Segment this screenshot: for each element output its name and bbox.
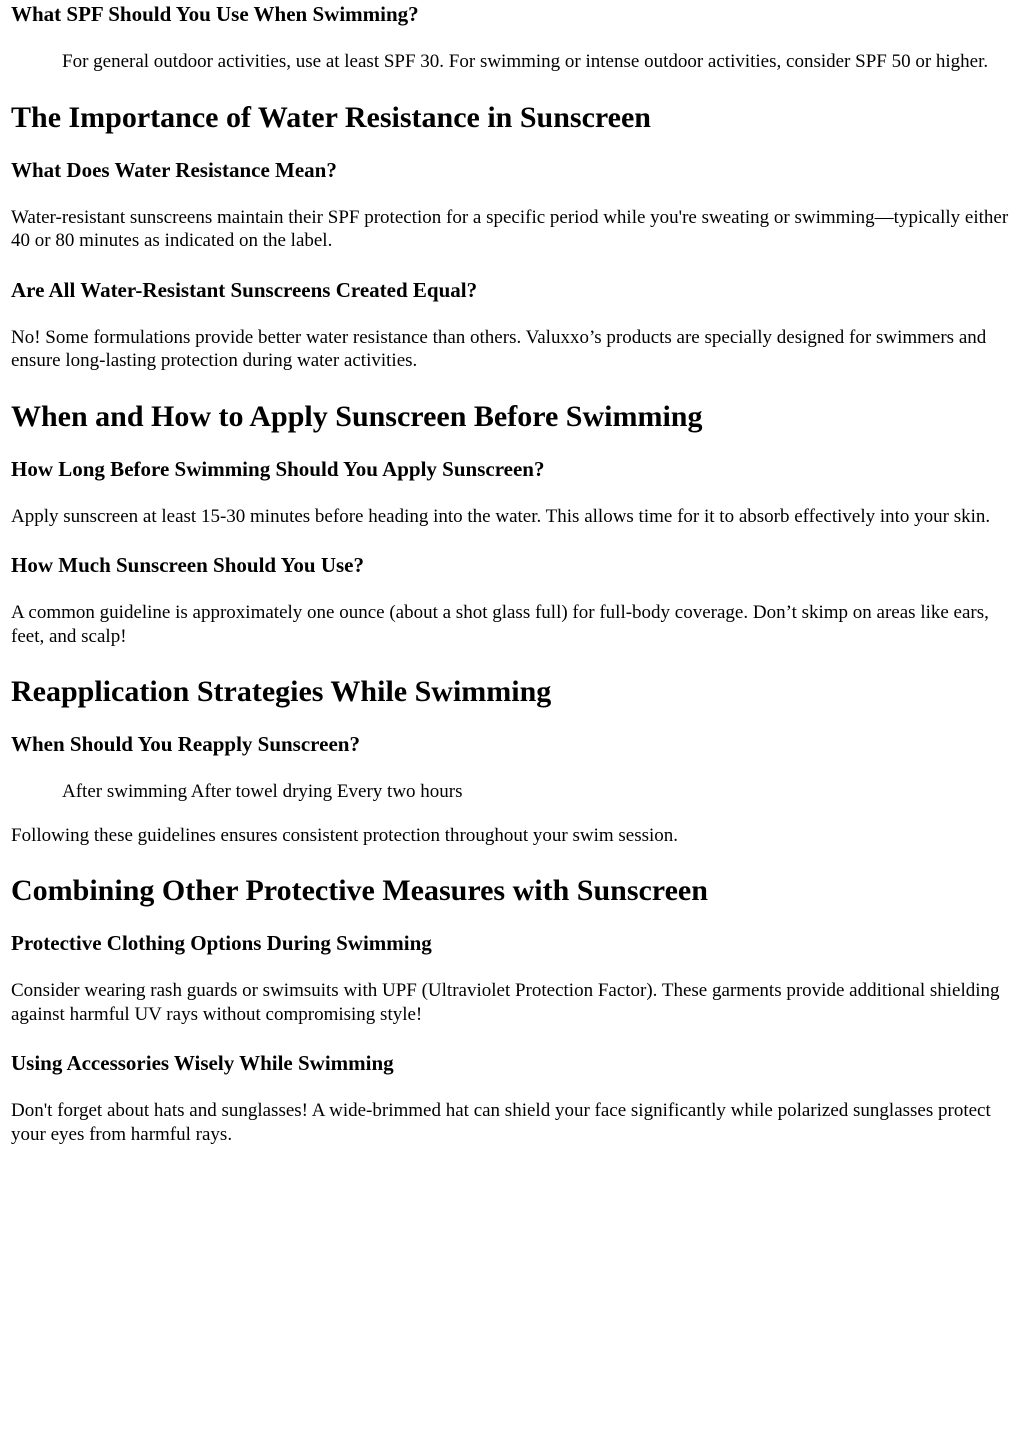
water-resistance-meaning-text: Water-resistant sunscreens maintain their SPF protection for a specific period while you're sweating or swimming—typically either 40 or 80 minutes as indicated on the label. [11,206,1009,251]
reapply-guidelines-text: Following these guidelines ensures consistent protection throughout your swim session. [11,824,679,846]
water-resistance-meaning-heading: What Does Water Resistance Mean? [11,157,337,182]
reapply-section-heading: Reapplication Strategies While Swimming [11,675,552,708]
water-resistance-equal-heading: Are All Water-Resistant Sunscreens Created Equal? [11,277,478,302]
apply-timing-heading: How Long Before Swimming Should You Apply Sunscreen? [11,456,545,481]
article-body [0,1,1024,1146]
accessories-text: Don't forget about hats and sunglasses! A wide-brimmed hat can shield your face significantly while polarized sunglasses protect your eyes from harmful rays. [11,1100,991,1145]
combine-section-heading: Combining Other Protective Measures with Sunscreen [11,874,708,907]
apply-timing-text: Apply sunscreen at least 15-30 minutes before heading into the water. This allows time for it to absorb effectively into your skin. [11,505,991,527]
apply-amount-heading: How Much Sunscreen Should You Use? [11,553,364,577]
spf-answer-blockquote: For general outdoor activities, use at least SPF 30. For swimming or intense outdoor activities, consider SPF 50 or higher. [62,51,989,72]
spf-question-heading: What SPF Should You Use When Swimming? [11,2,419,26]
apply-section-heading: When and How to Apply Sunscreen Before Swimming [11,399,703,433]
reapply-when-heading: When Should You Reapply Sunscreen? [11,732,360,756]
reapply-list: After swimming After towel drying Every two hours [62,781,463,802]
water-resistance-section-heading: The Importance of Water Resistance in Sunscreen [11,100,651,134]
accessories-heading: Using Accessories Wisely While Swimming [11,1051,394,1075]
apply-amount-text: A common guideline is approximately one ounce (about a shot glass full) for full-body coverage. Don’t skimp on areas like ears, feet, and scalp! [11,602,989,647]
protective-clothing-text: Consider wearing rash guards or swimsuits with UPF (Ultraviolet Protection Factor). These garments provide additional shielding against harmful UV rays without compromising style! [11,980,1000,1025]
water-resistance-equal-text: No! Some formulations provide better water resistance than others. Valuxxo’s products are specially designed for swimmers and ensure long-lasting protection during water activities. [11,326,987,371]
protective-clothing-heading: Protective Clothing Options During Swimming [11,931,432,955]
